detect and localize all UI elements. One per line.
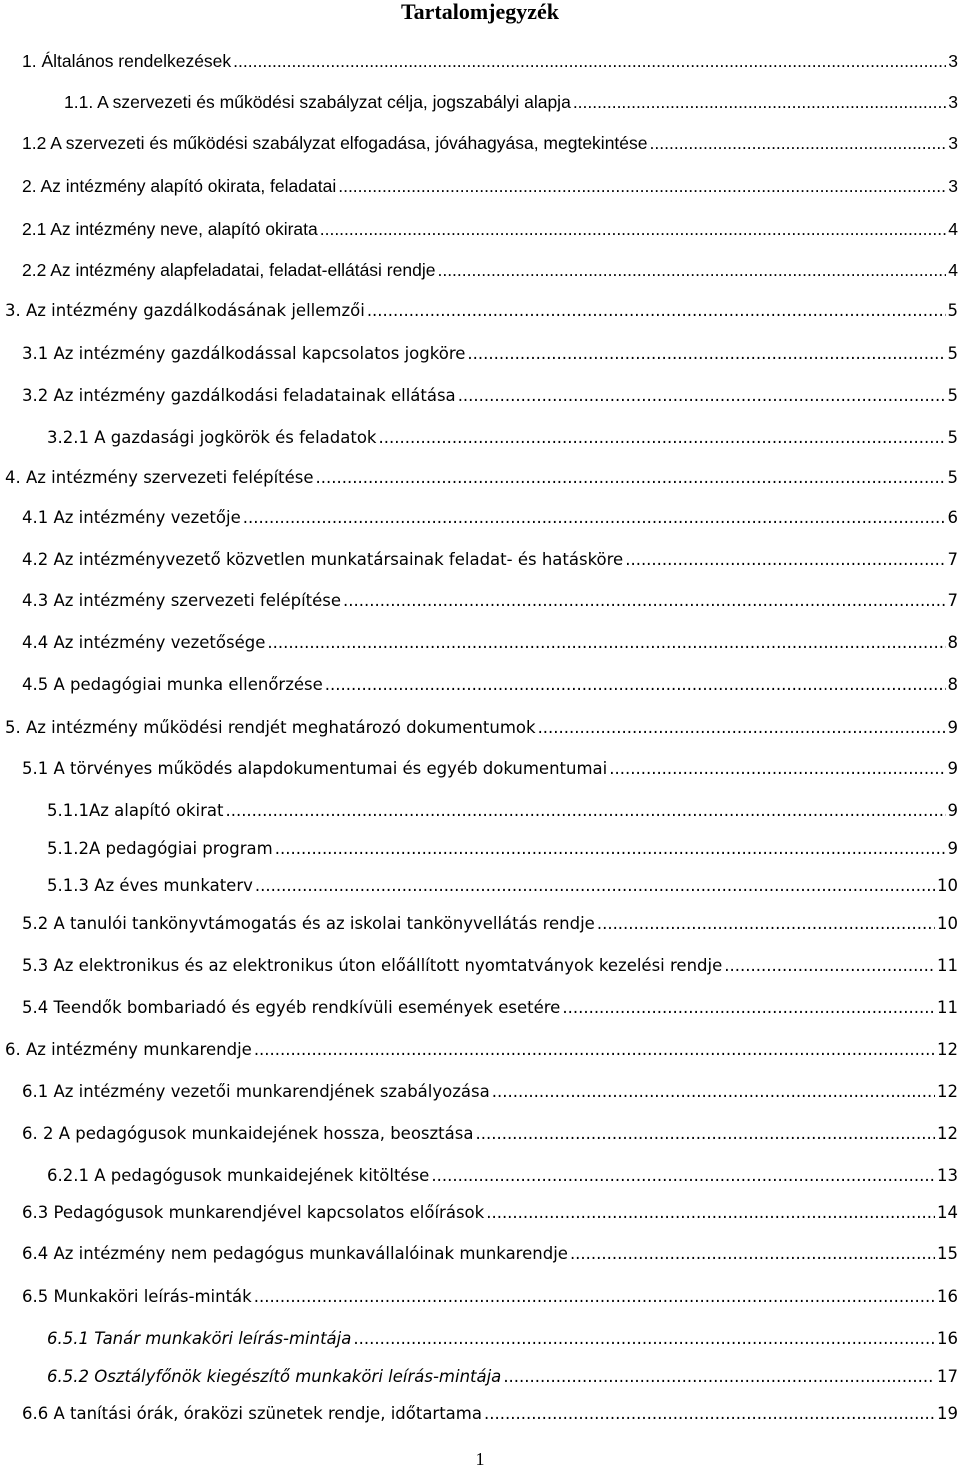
toc-entry-title: 5. Az intézmény működési rendjét meghatározó dokumentumok xyxy=(5,718,536,737)
toc-entry[interactable] xyxy=(0,385,958,407)
toc-entry-page: 10 xyxy=(937,876,958,895)
toc-leader-dots xyxy=(254,1286,935,1308)
toc-leader-dots xyxy=(275,838,946,860)
toc-entry[interactable] xyxy=(0,674,958,696)
toc-entry-page: 5 xyxy=(947,344,958,363)
toc-entry[interactable] xyxy=(0,132,958,154)
toc-leader-dots xyxy=(378,427,945,449)
toc-entry[interactable] xyxy=(0,1243,958,1265)
toc-entry-page: 9 xyxy=(947,718,958,737)
toc-entry-title: 6.4 Az intézmény nem pedagógus munkavállalóinak munkarendje xyxy=(22,1244,568,1263)
toc-leader-dots xyxy=(538,717,946,739)
toc-leader-dots xyxy=(233,50,946,72)
toc-entry-title: 6.5 Munkaköri leírás-minták xyxy=(22,1287,252,1306)
toc-entry-title: 4.1 Az intézmény vezetője xyxy=(22,508,241,527)
toc-leader-dots xyxy=(625,549,945,571)
toc-entry[interactable] xyxy=(0,1202,958,1224)
toc-leader-dots xyxy=(467,343,945,365)
toc-entry-title: 5.1 A törvényes működés alapdokumentumai és egyéb dokumentumai xyxy=(22,759,608,778)
toc-leader-dots xyxy=(367,300,946,322)
toc-entry[interactable] xyxy=(0,1328,958,1350)
toc-entry[interactable] xyxy=(0,427,958,449)
toc-leader-dots xyxy=(724,955,935,977)
toc-entry-page: 5 xyxy=(947,428,958,447)
toc-leader-dots xyxy=(475,1123,935,1145)
toc-entry-title: 5.2 A tanulói tankönyvtámogatás és az iskolai tankönyvellátás rendje xyxy=(22,914,595,933)
toc-entry-title: 4.5 A pedagógiai munka ellenőrzése xyxy=(22,675,323,694)
toc-entry[interactable] xyxy=(0,1081,958,1103)
toc-entry-page: 11 xyxy=(937,956,958,975)
toc-entry-page: 17 xyxy=(937,1367,958,1386)
toc-entry[interactable] xyxy=(0,467,958,489)
toc-entry-title: 4.3 Az intézmény szervezeti felépítése xyxy=(22,591,342,610)
toc-entry-page: 7 xyxy=(947,550,958,569)
toc-leader-dots xyxy=(562,997,935,1019)
toc-leader-dots xyxy=(225,800,945,822)
toc-leader-dots xyxy=(255,875,935,897)
toc-entry[interactable] xyxy=(0,590,958,612)
toc-leader-dots xyxy=(492,1081,935,1103)
toc-entry-page: 3 xyxy=(948,133,958,153)
toc-entry-page: 5 xyxy=(947,301,958,320)
toc-entry[interactable] xyxy=(0,259,958,281)
toc-entry-page: 7 xyxy=(947,591,958,610)
toc-entry-title: 5.1.2A pedagógiai program xyxy=(47,839,273,858)
toc-leader-dots xyxy=(570,1243,935,1265)
toc-entry-title: 6.5.2 Osztályfőnök kiegészítő munkaköri leírás-mintája xyxy=(47,1367,502,1386)
toc-entry[interactable] xyxy=(0,997,958,1019)
toc-entry[interactable] xyxy=(0,875,958,897)
toc-entry-title: 6.6 A tanítási órák, óraközi szünetek rendje, időtartama xyxy=(22,1404,482,1423)
toc-entry-title: 6. 2 A pedagógusok munkaidejének hossza, beosztása xyxy=(22,1124,474,1143)
toc-leader-dots xyxy=(243,507,946,529)
toc-entry-title: 3.2 Az intézmény gazdálkodási feladatainak ellátása xyxy=(22,386,456,405)
toc-leader-dots xyxy=(431,1165,935,1187)
toc-entry-page: 11 xyxy=(937,998,958,1017)
toc-entry-title: 3.2.1 A gazdasági jogkörök és feladatok xyxy=(47,428,377,447)
toc-entry[interactable] xyxy=(0,549,958,571)
toc-entry[interactable] xyxy=(0,507,958,529)
toc-leader-dots xyxy=(437,259,946,281)
toc-leader-dots xyxy=(486,1202,935,1224)
toc-entry-page: 3 xyxy=(948,92,958,112)
toc-entry-title: 5.1.1Az alapító okirat xyxy=(47,801,224,820)
toc-entry-page: 9 xyxy=(947,839,958,858)
toc-entry-title: 1.1. A szervezeti és működési szabályzat célja, jogszabályi alapja xyxy=(64,92,571,112)
toc-entry[interactable] xyxy=(0,1403,958,1425)
toc-entry-title: 3. Az intézmény gazdálkodásának jellemzői xyxy=(5,301,365,320)
toc-entry[interactable] xyxy=(0,1286,958,1308)
toc-entry-title: 5.3 Az elektronikus és az elektronikus úton előállított nyomtatványok kezelési rendje xyxy=(22,956,723,975)
toc-leader-dots xyxy=(609,758,945,780)
toc-leader-dots xyxy=(316,467,946,489)
toc-entry[interactable] xyxy=(0,632,958,654)
toc-entry[interactable] xyxy=(0,50,958,72)
toc-entry-page: 12 xyxy=(937,1040,958,1059)
toc-entry[interactable] xyxy=(0,1039,958,1061)
toc-entry[interactable] xyxy=(0,218,958,240)
toc-entry-title: 5.4 Teendők bombariadó és egyéb rendkívüli események esetére xyxy=(22,998,561,1017)
toc-entry[interactable] xyxy=(0,300,958,322)
toc-entry-page: 15 xyxy=(937,1244,958,1263)
toc-entry[interactable] xyxy=(0,343,958,365)
toc-leader-dots xyxy=(573,91,946,113)
toc-leader-dots xyxy=(597,913,935,935)
toc-entry[interactable] xyxy=(0,1165,958,1187)
toc-entry-page: 4 xyxy=(948,260,958,280)
toc-entry-page: 4 xyxy=(948,219,958,239)
toc-entry[interactable] xyxy=(0,800,958,822)
toc-leader-dots xyxy=(343,590,945,612)
toc-leader-dots xyxy=(320,218,947,240)
toc-entry-title: 4. Az intézmény szervezeti felépítése xyxy=(5,468,314,487)
toc-entry-page: 9 xyxy=(947,801,958,820)
toc-leader-dots xyxy=(503,1366,935,1388)
toc-entry-page: 16 xyxy=(937,1329,958,1348)
toc-entry-title: 4.2 Az intézményvezető közvetlen munkatársainak feladat- és hatásköre xyxy=(22,550,624,569)
toc-leader-dots xyxy=(458,385,946,407)
toc-leader-dots xyxy=(325,674,946,696)
toc-entry-page: 19 xyxy=(937,1404,958,1423)
toc-entry-page: 13 xyxy=(937,1166,958,1185)
toc-entry-page: 6 xyxy=(947,508,958,527)
toc-entry-page: 5 xyxy=(947,386,958,405)
toc-entry-title: 2. Az intézmény alapító okirata, feladatai xyxy=(22,176,337,196)
toc-entry-title: 6.5.1 Tanár munkaköri leírás-mintája xyxy=(47,1329,352,1348)
toc-entry[interactable] xyxy=(0,913,958,935)
toc-entry[interactable] xyxy=(0,175,958,197)
toc-entry-page: 5 xyxy=(947,468,958,487)
toc-entry-title: 4.4 Az intézmény vezetősége xyxy=(22,633,266,652)
toc-entry-title: 2.2 Az intézmény alapfeladatai, feladat-ellátási rendje xyxy=(22,260,436,280)
toc-entry-title: 6.1 Az intézmény vezetői munkarendjének szabályozása xyxy=(22,1082,490,1101)
toc-entry-title: 3.1 Az intézmény gazdálkodással kapcsolatos jogköre xyxy=(22,344,466,363)
toc-entry-page: 12 xyxy=(937,1124,958,1143)
toc-entry[interactable] xyxy=(0,838,958,860)
toc-entry-page: 8 xyxy=(947,675,958,694)
toc-entry-title: 6. Az intézmény munkarendje xyxy=(5,1040,252,1059)
page-number: 1 xyxy=(475,1449,485,1469)
toc-entry-title: 2.1 Az intézmény neve, alapító okirata xyxy=(22,219,318,239)
toc-entry[interactable] xyxy=(0,717,958,739)
toc-entry-title: 1. Általános rendelkezések xyxy=(22,51,232,71)
toc-entry[interactable] xyxy=(0,955,958,977)
toc-leader-dots xyxy=(338,175,946,197)
toc-entry[interactable] xyxy=(0,1123,958,1145)
toc-entry[interactable] xyxy=(0,91,958,113)
toc-entry-page: 8 xyxy=(947,633,958,652)
toc-entry-title: 6.3 Pedagógusok munkarendjével kapcsolatos előírások xyxy=(22,1203,485,1222)
toc-entry-page: 10 xyxy=(937,914,958,933)
toc-entry-page: 14 xyxy=(937,1203,958,1222)
toc-leader-dots xyxy=(353,1328,935,1350)
toc-entry-page: 3 xyxy=(948,51,958,71)
toc-entry-title: 5.1.3 Az éves munkaterv xyxy=(47,876,253,895)
toc-entry-page: 3 xyxy=(948,176,958,196)
toc-entry-title: 6.2.1 A pedagógusok munkaidejének kitöltése xyxy=(47,1166,430,1185)
toc-leader-dots xyxy=(484,1403,935,1425)
toc-entry-title: 1.2 A szervezeti és működési szabályzat elfogadása, jóváhagyása, megtekintése xyxy=(22,133,648,153)
toc-entry-page: 16 xyxy=(937,1287,958,1306)
toc-title: Tartalomjegyzék xyxy=(400,0,560,24)
toc-entry[interactable] xyxy=(0,758,958,780)
toc-entry-page: 9 xyxy=(947,759,958,778)
toc-leader-dots xyxy=(650,132,947,154)
toc-leader-dots xyxy=(254,1039,935,1061)
toc-entry[interactable] xyxy=(0,1366,958,1388)
toc-entry-page: 12 xyxy=(937,1082,958,1101)
toc-leader-dots xyxy=(267,632,945,654)
